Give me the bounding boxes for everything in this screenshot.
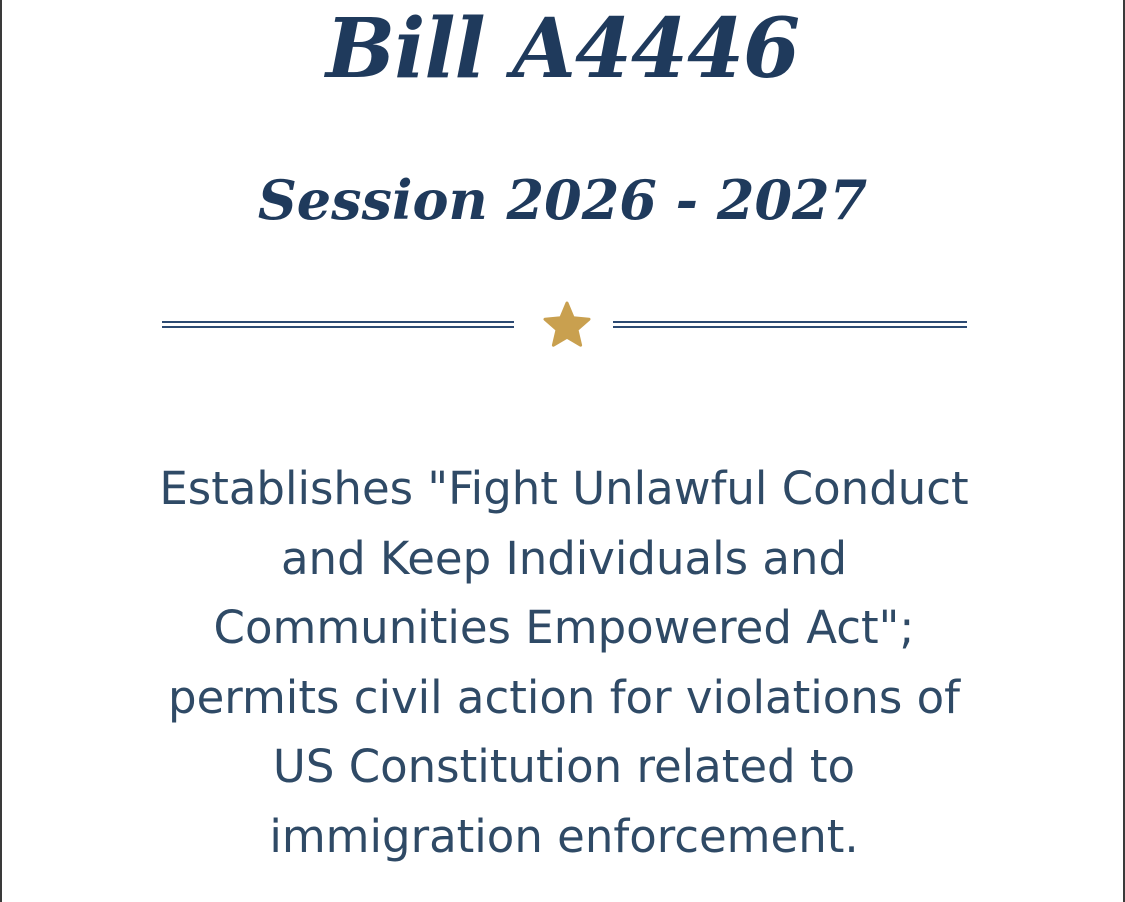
description-line: permits civil action for violations of [168, 670, 960, 724]
description-line: and Keep Individuals and [280, 531, 848, 585]
description-line: Communities Empowered Act"; [213, 601, 915, 654]
divider-rule-right [613, 321, 967, 328]
bill-description [114, 454, 1014, 871]
session-label: Session 2026 - 2027 [257, 168, 868, 232]
description-line: immigration enforcement. [269, 809, 859, 863]
divider-rule-left [162, 321, 514, 328]
star-icon [543, 301, 591, 347]
bill-title: Bill A4446 [325, 1, 800, 97]
description-line: Establishes "Fight Unlawful Conduct [159, 462, 969, 515]
ornamental-divider [2, 300, 1123, 350]
description-line: US Constitution related to [272, 740, 856, 793]
